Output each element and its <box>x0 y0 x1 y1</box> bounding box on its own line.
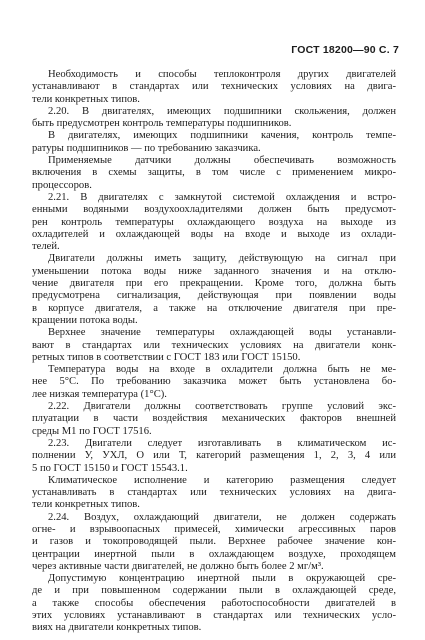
text-line: телей. <box>32 241 60 253</box>
text-line: 2.23. Двигатели следует изготавливать в климатическом ис- <box>48 437 396 449</box>
text-line: де и при повышенном содержании пыли в охлаждающей среде, <box>32 585 396 597</box>
text-line: ратуры подшипников — по требованию заказчика. <box>32 142 261 154</box>
text-line: Допустимую концентрацию инертной пыли в окружающей сре- <box>48 573 396 585</box>
text-line: тели конкретных типов. <box>32 93 140 105</box>
text-line: 2.21. В двигателях с замкнутой системой охлаждения и встро- <box>48 191 396 203</box>
paragraph <box>32 253 396 327</box>
text-line: Применяемые датчики должны обеспечивать возможность <box>48 155 396 167</box>
paragraph <box>32 327 396 364</box>
text-line: 2.24. Воздух, охлаждающий двигатели, не должен содержать <box>48 511 396 523</box>
text-line: Температура воды на входе в охладители должна быть не ме- <box>48 364 396 376</box>
paragraph <box>32 512 396 573</box>
paragraph <box>32 192 396 253</box>
text-line: Верхнее значение температуры охлаждающей воды устанавли- <box>48 327 396 339</box>
text-line: центрации инертной пыли в охлаждающем воздухе, проходящем <box>32 548 396 560</box>
text-line: 2.20. В двигателях, имеющих подшипники скольжения, должен <box>48 105 396 117</box>
paragraph <box>32 401 396 438</box>
text-line: а также способы обеспечения работоспособности двигателей в <box>32 597 396 609</box>
text-line: через активные части двигателей, не должно быть более 2 мг/м³. <box>32 560 324 572</box>
text-line: ретных типов в соответствии с ГОСТ 183 или ГОСТ 15150. <box>32 351 301 363</box>
text-line: огне- и взрывоопасных примесей, химически агрессивных паров <box>32 523 396 535</box>
text-line: плуатации в части воздействия механических факторов внешней <box>32 413 396 425</box>
paragraph <box>32 573 396 634</box>
text-line: енными водяными воздухоохладителями должен быть предусмот- <box>32 204 396 216</box>
text-line: Необходимость и способы теплоконтроля других двигателей <box>48 69 396 80</box>
text-line: Климатическое исполнение и категорию размещения следует <box>48 474 396 486</box>
text-line: кращении потока воды. <box>32 314 138 326</box>
text-line: процессоров. <box>32 179 92 191</box>
text-line: Двигатели должны иметь защиту, действующую на сигнал при <box>48 253 396 265</box>
text-line: виях на двигатели конкретных типов. <box>32 622 202 634</box>
text-line: и газов и токопроводящей пыли. Верхнее рабочее значение кон- <box>32 536 396 548</box>
text-line: 2.22. Двигатели должны соответствовать группе условий экс- <box>48 401 396 413</box>
text-line: полнении У, УХЛ, О или Т, категорий размещения 1, 2, 3, 4 или <box>32 450 396 462</box>
text-line: чение двигателя при его прекращении. Кроме того, должна быть <box>32 278 396 290</box>
paragraph <box>32 130 396 155</box>
paragraph <box>32 155 396 192</box>
text-line: 5 по ГОСТ 15150 и ГОСТ 15543.1. <box>32 462 188 474</box>
document-body <box>32 69 396 635</box>
text-line: рен контроль температуры охлаждающего воздуха на выходе из <box>32 216 396 228</box>
text-line: быть предусмотрен контроль температуры подшипников. <box>32 118 292 130</box>
text-line: охладителей и охлаждающей воды на входе и выходе из охлади- <box>32 228 396 240</box>
text-line: предусмотрена сигнализация, действующая при появлении воды <box>32 290 396 302</box>
paragraph <box>32 475 396 512</box>
text-line: лее низкая температура (1°С). <box>32 388 167 400</box>
text-line: в корпусе двигателя, а также на отключение двигателя при пре- <box>32 302 396 314</box>
text-line: вают в стандартах или технических условиях на двигатели конк- <box>32 339 396 351</box>
paragraph <box>32 364 396 401</box>
text-line: устанавливать в стандартах или технических условиях на двига- <box>32 487 396 499</box>
paragraph <box>32 69 396 106</box>
paragraph <box>32 106 396 131</box>
text-line: включения в схемы защиты, в том числе с применением микро- <box>32 167 396 179</box>
page-header: ГОСТ 18200—90 С. 7 <box>291 44 399 56</box>
text-line: этих условиях устанавливают в стандартах или технических усло- <box>32 610 396 622</box>
text-line: устанавливают в стандартах или технических условиях на двига- <box>32 81 396 93</box>
text-line: нее 5°С. По требованию заказчика может быть установлена бо- <box>32 376 396 388</box>
text-line: В двигателях, имеющих подшипники качения, контроль темпе- <box>48 130 396 142</box>
text-line: среды М1 по ГОСТ 17516. <box>32 425 152 437</box>
text-line: тели конкретных типов. <box>32 499 140 511</box>
paragraph <box>32 438 396 475</box>
text-line: уменьшении потока воды ниже заданного значения и на отклю- <box>32 265 396 277</box>
